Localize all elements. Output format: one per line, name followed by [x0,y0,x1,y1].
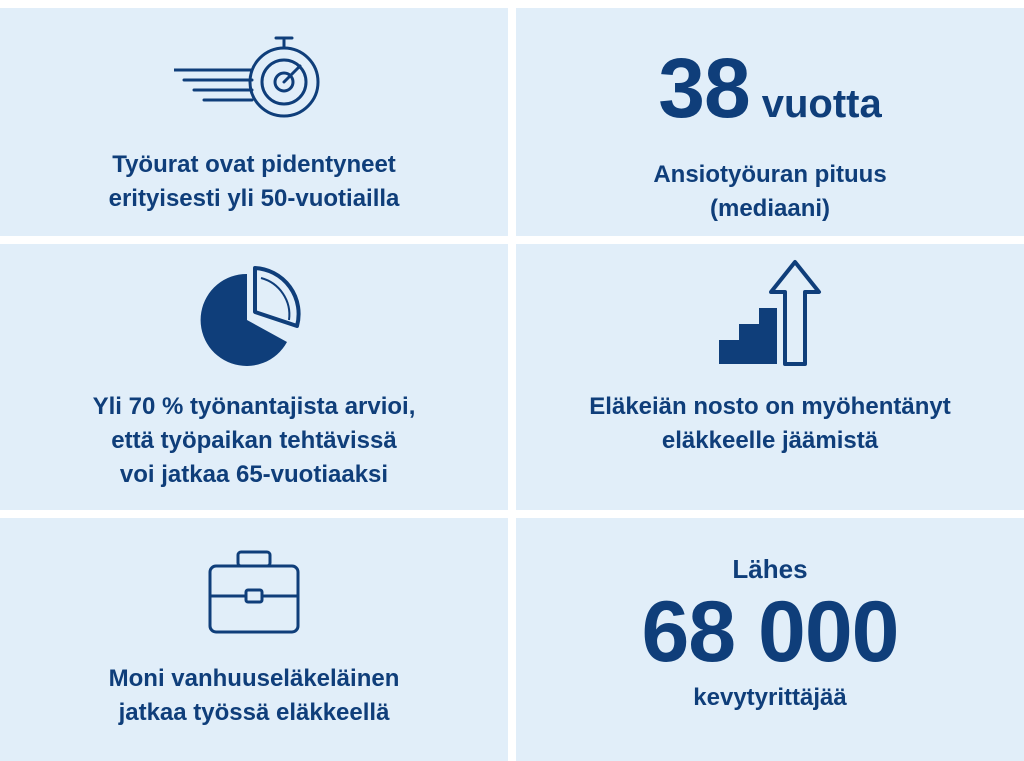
pie-chart-icon [199,264,309,368]
cell-light-entrepreneurs [516,518,1024,761]
stairs-arrow-up-icon [715,258,825,368]
career-length-stat [658,41,882,135]
cell-retirement-age [516,244,1024,510]
cell-work-careers [0,8,508,236]
caption-retirement-age: Eläkeiän nosto on myöhentänyt eläkkeelle jäämistä [589,393,951,454]
caption-career-length: Ansiotyöuran pituus (mediaani) [653,161,887,222]
briefcase-icon [206,548,302,638]
stopwatch-speed-icon [174,30,334,130]
cell-employers-estimate [0,244,508,510]
light-entrepreneurs-number: 68 000 [641,584,899,680]
caption-employers-estimate: Yli 70 % työnantajista arvioi, että työpaikan tehtävissä voi jatkaa 65-vuotiaaksi [92,393,416,488]
cell-pensioners-working [0,518,508,761]
cell-career-length [516,8,1024,236]
almost-label: Lähes [732,554,808,584]
caption-pensioners-working: Moni vanhuuseläkeläinen jatkaa työssä eläkkeellä [108,665,400,726]
caption-light-entrepreneurs: kevytyrittäjää [693,684,847,711]
caption-work-careers: Työurat ovat pidentyneet erityisesti yli 50-vuotiailla [108,151,400,212]
career-length-unit: vuotta [761,82,882,126]
career-length-number: 38 [658,41,750,135]
